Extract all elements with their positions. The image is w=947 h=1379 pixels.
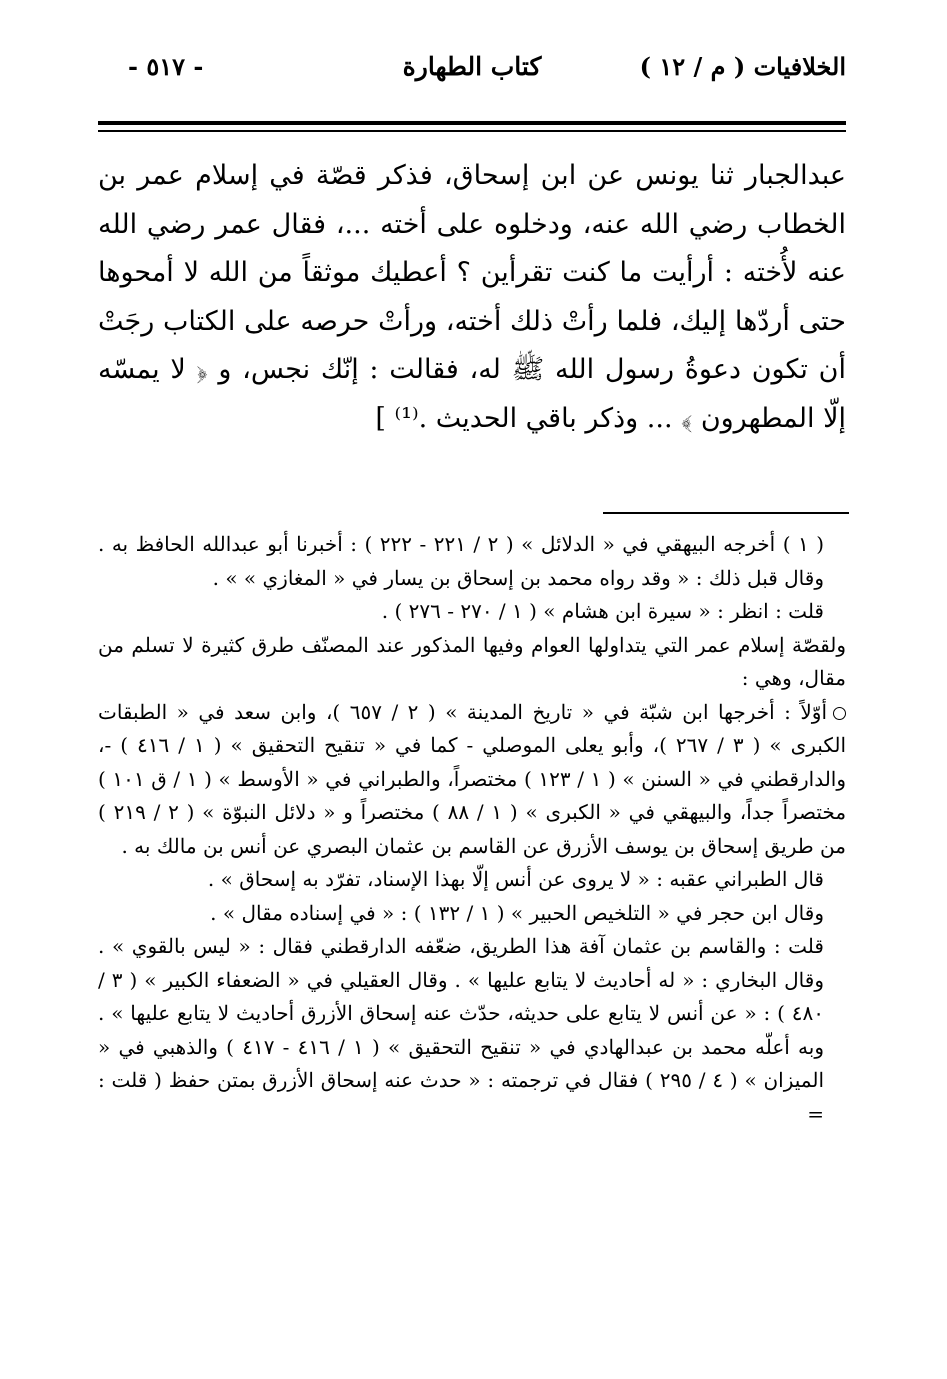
footnote-1: ( ١ ) أخرجه البيهقي في « الدلائل » ( ٢ / ٢٢١ - ٢٢٢ ) : أخبرنا أبو عبدالله الحافظ به . وقال قبل ذلك : « وقد رواه محمد بن إسحاق بن يسار في « المغازي » » .	[98, 532, 825, 590]
footnote-paragraph: ولقصّة إسلام عمر التي يتداولها العوام وفيها المذكور عند المصنّف طرق كثيرة لا تسلم من مقال، وهي :	[98, 632, 846, 690]
header-rule-thick	[98, 121, 846, 125]
page-header	[98, 52, 846, 96]
main-text-block	[98, 152, 846, 443]
running-chapter-title: كتاب الطهارة	[402, 52, 542, 81]
hollow-circle-icon	[833, 707, 846, 720]
main-paragraph: عبدالجبار ثنا يونس عن ابن إسحاق، فذكر قصّة في إسلام عمر بن الخطاب رضي الله عنه، ودخلوه على أخته ...، فقال عمر رضي الله عنه لأُخته : أرأيت ما كنت تقرأين ؟ أعطيك موثقاً من الله لا أمحوها حتى أردّها إليك، فلما رأتْ ذلك أخته، ورأتْ حرصه على الكتاب رجَتْ أن تكون دعوةُ رسول الله ﷺ له، فقالت : إنّك نجس، و ﴿ لا يمسّه إلّا المطهرون ﴾ ... وذكر باقي الحديث .⁽¹⁾ ]	[98, 160, 846, 434]
footnote-first-route-text: أوّلاً : أخرجها ابن شبّة في « تاريخ المدينة » ( ٢ / ٦٥٧ )، وابن سعد في « الطبقات الكبرى » ( ٣ / ٢٦٧ )، وأبو يعلى الموصلي - كما في « تنقيح التحقيق » ( ١ / ٤١٦ ) -، والدارقطني في « السنن » ( ١ / ١٢٣ ) مختصراً، والطبراني في « الأوسط » ( ١ / ق ١٠١ ) مختصراً جداً، والبيهقي في « الكبرى » ( ١ / ٨٨ ) مختصراً و « دلائل النبوّة » ( ٢ / ٢١٩ ) من طريق إسحاق بن يوسف الأزرق عن القاسم بن عثمان البصري عن أنس بن مالك به .	[98, 699, 847, 858]
page-number: - ٥١٧ -	[128, 52, 204, 81]
footnotes-block	[98, 528, 846, 1131]
header-rule-thin	[98, 130, 846, 132]
running-book-title: الخلافيات ( م / ١٢ )	[639, 52, 846, 81]
footnote-first-route	[98, 696, 846, 864]
footnote-ibn-hajar-quote: وقال ابن حجر في « التلخيص الحبير » ( ١ / ١٣٢ ) : « في إسناده مقال » .	[210, 900, 824, 925]
footnote-note: قلت : انظر : « سيرة ابن هشام » ( ١ / ٢٧٠ - ٢٧٦ ) .	[381, 599, 824, 623]
footnote-separator	[603, 512, 849, 514]
footnote-criticism: قلت : والقاسم بن عثمان آفة هذا الطريق، ضعّفه الدارقطني فقال : « ليس بالقوي » . وقال البخاري : « له أحاديث لا يتابع عليها » . وقال العقيلي في « الضعفاء الكبير » ( ٣ / ٤٨٠ ) : « عن أنس لا يتابع على حديثه، حدّث عنه إسحاق الأزرق أحاديث لا يتابع عليها » . وبه أعلّه محمد بن عبدالهادي في « تنقيح التحقيق » ( ١ / ٤١٦ - ٤١٧ ) والذهبي في « الميزان » ( ٤ / ٢٩٥ ) فقال في ترجمته : « حدث عنه إسحاق الأزرق بمتن حفظ ( قلت : =	[98, 934, 825, 1126]
footnote-tabarani-quote: قال الطبراني عقبه : « لا يروى عن أنس إلّا بهذا الإسناد، تفرّد به إسحاق » .	[207, 867, 824, 891]
